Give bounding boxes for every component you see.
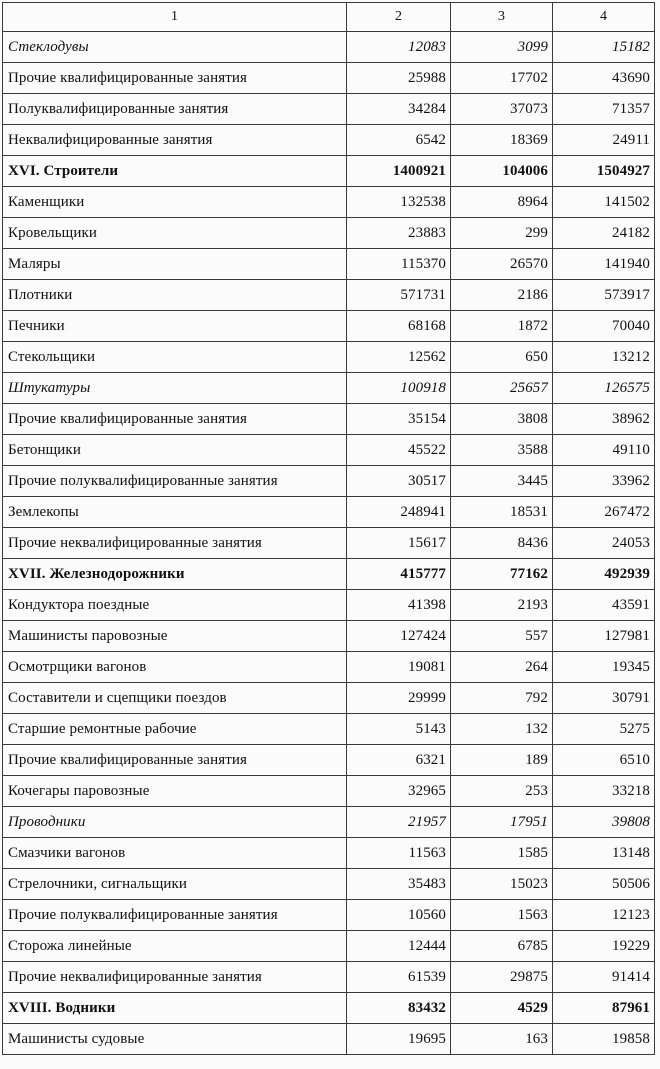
table-row [3,838,655,869]
value-col-2: 6542 [347,125,451,156]
row-label: Прочие квалифицированные занятия [3,63,347,94]
row-label: Прочие полуквалифицированные занятия [3,466,347,497]
value-col-4: 141940 [553,249,655,280]
value-col-3: 8964 [451,187,553,218]
row-label: Плотники [3,280,347,311]
value-col-3: 26570 [451,249,553,280]
value-col-2: 12083 [347,32,451,63]
value-col-2: 61539 [347,962,451,993]
table-row [3,218,655,249]
table-row [3,497,655,528]
row-label: Смазчики вагонов [3,838,347,869]
value-col-2: 21957 [347,807,451,838]
value-col-3: 163 [451,1024,553,1055]
value-col-2: 12562 [347,342,451,373]
value-col-2: 34284 [347,94,451,125]
value-col-3: 3808 [451,404,553,435]
table-row [3,993,655,1024]
table-row [3,156,655,187]
table-row [3,280,655,311]
value-col-3: 2186 [451,280,553,311]
table-row [3,373,655,404]
value-col-4: 43690 [553,63,655,94]
row-label: Неквалифицированные занятия [3,125,347,156]
value-col-4: 91414 [553,962,655,993]
value-col-4: 573917 [553,280,655,311]
value-col-4: 71357 [553,94,655,125]
value-col-3: 189 [451,745,553,776]
value-col-2: 23883 [347,218,451,249]
value-col-4: 127981 [553,621,655,652]
table-row [3,683,655,714]
row-label: Составители и сцепщики поездов [3,683,347,714]
value-col-4: 141502 [553,187,655,218]
row-label: Кочегары паровозные [3,776,347,807]
table-row [3,776,655,807]
value-col-3: 557 [451,621,553,652]
value-col-4: 24911 [553,125,655,156]
value-col-2: 68168 [347,311,451,342]
value-col-4: 39808 [553,807,655,838]
row-label: Машинисты паровозные [3,621,347,652]
value-col-3: 29875 [451,962,553,993]
row-label: Бетонщики [3,435,347,466]
column-header: 1 [3,3,347,32]
value-col-4: 50506 [553,869,655,900]
value-col-3: 253 [451,776,553,807]
value-col-3: 650 [451,342,553,373]
value-col-4: 87961 [553,993,655,1024]
table-row [3,187,655,218]
value-col-3: 3445 [451,466,553,497]
table-row [3,714,655,745]
table-row [3,435,655,466]
value-col-3: 77162 [451,559,553,590]
value-col-4: 19345 [553,652,655,683]
row-label: XVI. Строители [3,156,347,187]
value-col-2: 127424 [347,621,451,652]
value-col-3: 25657 [451,373,553,404]
value-col-3: 18369 [451,125,553,156]
table-row [3,404,655,435]
table-row [3,869,655,900]
header-row [3,3,655,32]
table-row [3,590,655,621]
row-label: Прочие квалифицированные занятия [3,745,347,776]
row-label: Прочие квалифицированные занятия [3,404,347,435]
table-header [3,3,655,32]
value-col-4: 70040 [553,311,655,342]
table-row [3,311,655,342]
row-label: Маляры [3,249,347,280]
value-col-4: 492939 [553,559,655,590]
value-col-4: 267472 [553,497,655,528]
value-col-2: 30517 [347,466,451,497]
value-col-3: 8436 [451,528,553,559]
row-label: Кондуктора поездные [3,590,347,621]
value-col-4: 126575 [553,373,655,404]
value-col-3: 2193 [451,590,553,621]
value-col-2: 415777 [347,559,451,590]
value-col-3: 4529 [451,993,553,1024]
value-col-3: 37073 [451,94,553,125]
value-col-2: 12444 [347,931,451,962]
table-row [3,652,655,683]
value-col-2: 19081 [347,652,451,683]
table-row [3,931,655,962]
row-label: XVII. Железнодорожники [3,559,347,590]
table-row [3,466,655,497]
row-label: Стеклодувы [3,32,347,63]
value-col-2: 45522 [347,435,451,466]
table-row [3,1024,655,1055]
value-col-4: 24053 [553,528,655,559]
value-col-2: 1400921 [347,156,451,187]
value-col-4: 12123 [553,900,655,931]
row-label: XVIII. Водники [3,993,347,1024]
value-col-4: 49110 [553,435,655,466]
table-row [3,559,655,590]
value-col-2: 571731 [347,280,451,311]
value-col-2: 132538 [347,187,451,218]
value-col-2: 41398 [347,590,451,621]
table-row [3,807,655,838]
value-col-2: 10560 [347,900,451,931]
value-col-2: 29999 [347,683,451,714]
value-col-2: 6321 [347,745,451,776]
row-label: Прочие неквалифицированные занятия [3,962,347,993]
value-col-4: 38962 [553,404,655,435]
value-col-4: 19858 [553,1024,655,1055]
table-row [3,962,655,993]
table-row [3,621,655,652]
table-row [3,94,655,125]
value-col-2: 5143 [347,714,451,745]
row-label: Сторожа линейные [3,931,347,962]
value-col-3: 1872 [451,311,553,342]
value-col-3: 3099 [451,32,553,63]
row-label: Каменщики [3,187,347,218]
table-row [3,63,655,94]
row-label: Проводники [3,807,347,838]
value-col-4: 6510 [553,745,655,776]
value-col-4: 33962 [553,466,655,497]
value-col-4: 30791 [553,683,655,714]
value-col-3: 6785 [451,931,553,962]
column-header: 4 [553,3,655,32]
row-label: Старшие ремонтные рабочие [3,714,347,745]
row-label: Осмотрщики вагонов [3,652,347,683]
column-header: 3 [451,3,553,32]
table-body [3,32,655,1055]
value-col-2: 83432 [347,993,451,1024]
value-col-3: 104006 [451,156,553,187]
value-col-3: 17951 [451,807,553,838]
row-label: Полуквалифицированные занятия [3,94,347,125]
value-col-2: 35154 [347,404,451,435]
value-col-2: 15617 [347,528,451,559]
value-col-2: 100918 [347,373,451,404]
value-col-2: 32965 [347,776,451,807]
value-col-2: 35483 [347,869,451,900]
row-label: Стрелочники, сигнальщики [3,869,347,900]
table-row [3,745,655,776]
value-col-3: 18531 [451,497,553,528]
value-col-4: 43591 [553,590,655,621]
value-col-2: 11563 [347,838,451,869]
table-row [3,528,655,559]
value-col-4: 19229 [553,931,655,962]
value-col-3: 299 [451,218,553,249]
value-col-2: 248941 [347,497,451,528]
row-label: Землекопы [3,497,347,528]
value-col-3: 17702 [451,63,553,94]
column-header: 2 [347,3,451,32]
value-col-3: 132 [451,714,553,745]
value-col-2: 19695 [347,1024,451,1055]
row-label: Штукатуры [3,373,347,404]
value-col-3: 15023 [451,869,553,900]
table-row [3,125,655,156]
row-label: Прочие неквалифицированные занятия [3,528,347,559]
value-col-4: 5275 [553,714,655,745]
value-col-3: 792 [451,683,553,714]
occupation-statistics-table [2,2,655,1055]
table-row [3,342,655,373]
value-col-4: 15182 [553,32,655,63]
value-col-4: 33218 [553,776,655,807]
row-label: Машинисты судовые [3,1024,347,1055]
row-label: Стекольщики [3,342,347,373]
row-label: Кровельщики [3,218,347,249]
row-label: Прочие полуквалифицированные занятия [3,900,347,931]
value-col-3: 3588 [451,435,553,466]
value-col-2: 115370 [347,249,451,280]
value-col-2: 25988 [347,63,451,94]
table-row [3,249,655,280]
value-col-3: 264 [451,652,553,683]
value-col-4: 1504927 [553,156,655,187]
row-label: Печники [3,311,347,342]
value-col-3: 1585 [451,838,553,869]
value-col-4: 24182 [553,218,655,249]
value-col-4: 13148 [553,838,655,869]
table-row [3,900,655,931]
value-col-4: 13212 [553,342,655,373]
table-row [3,32,655,63]
value-col-3: 1563 [451,900,553,931]
